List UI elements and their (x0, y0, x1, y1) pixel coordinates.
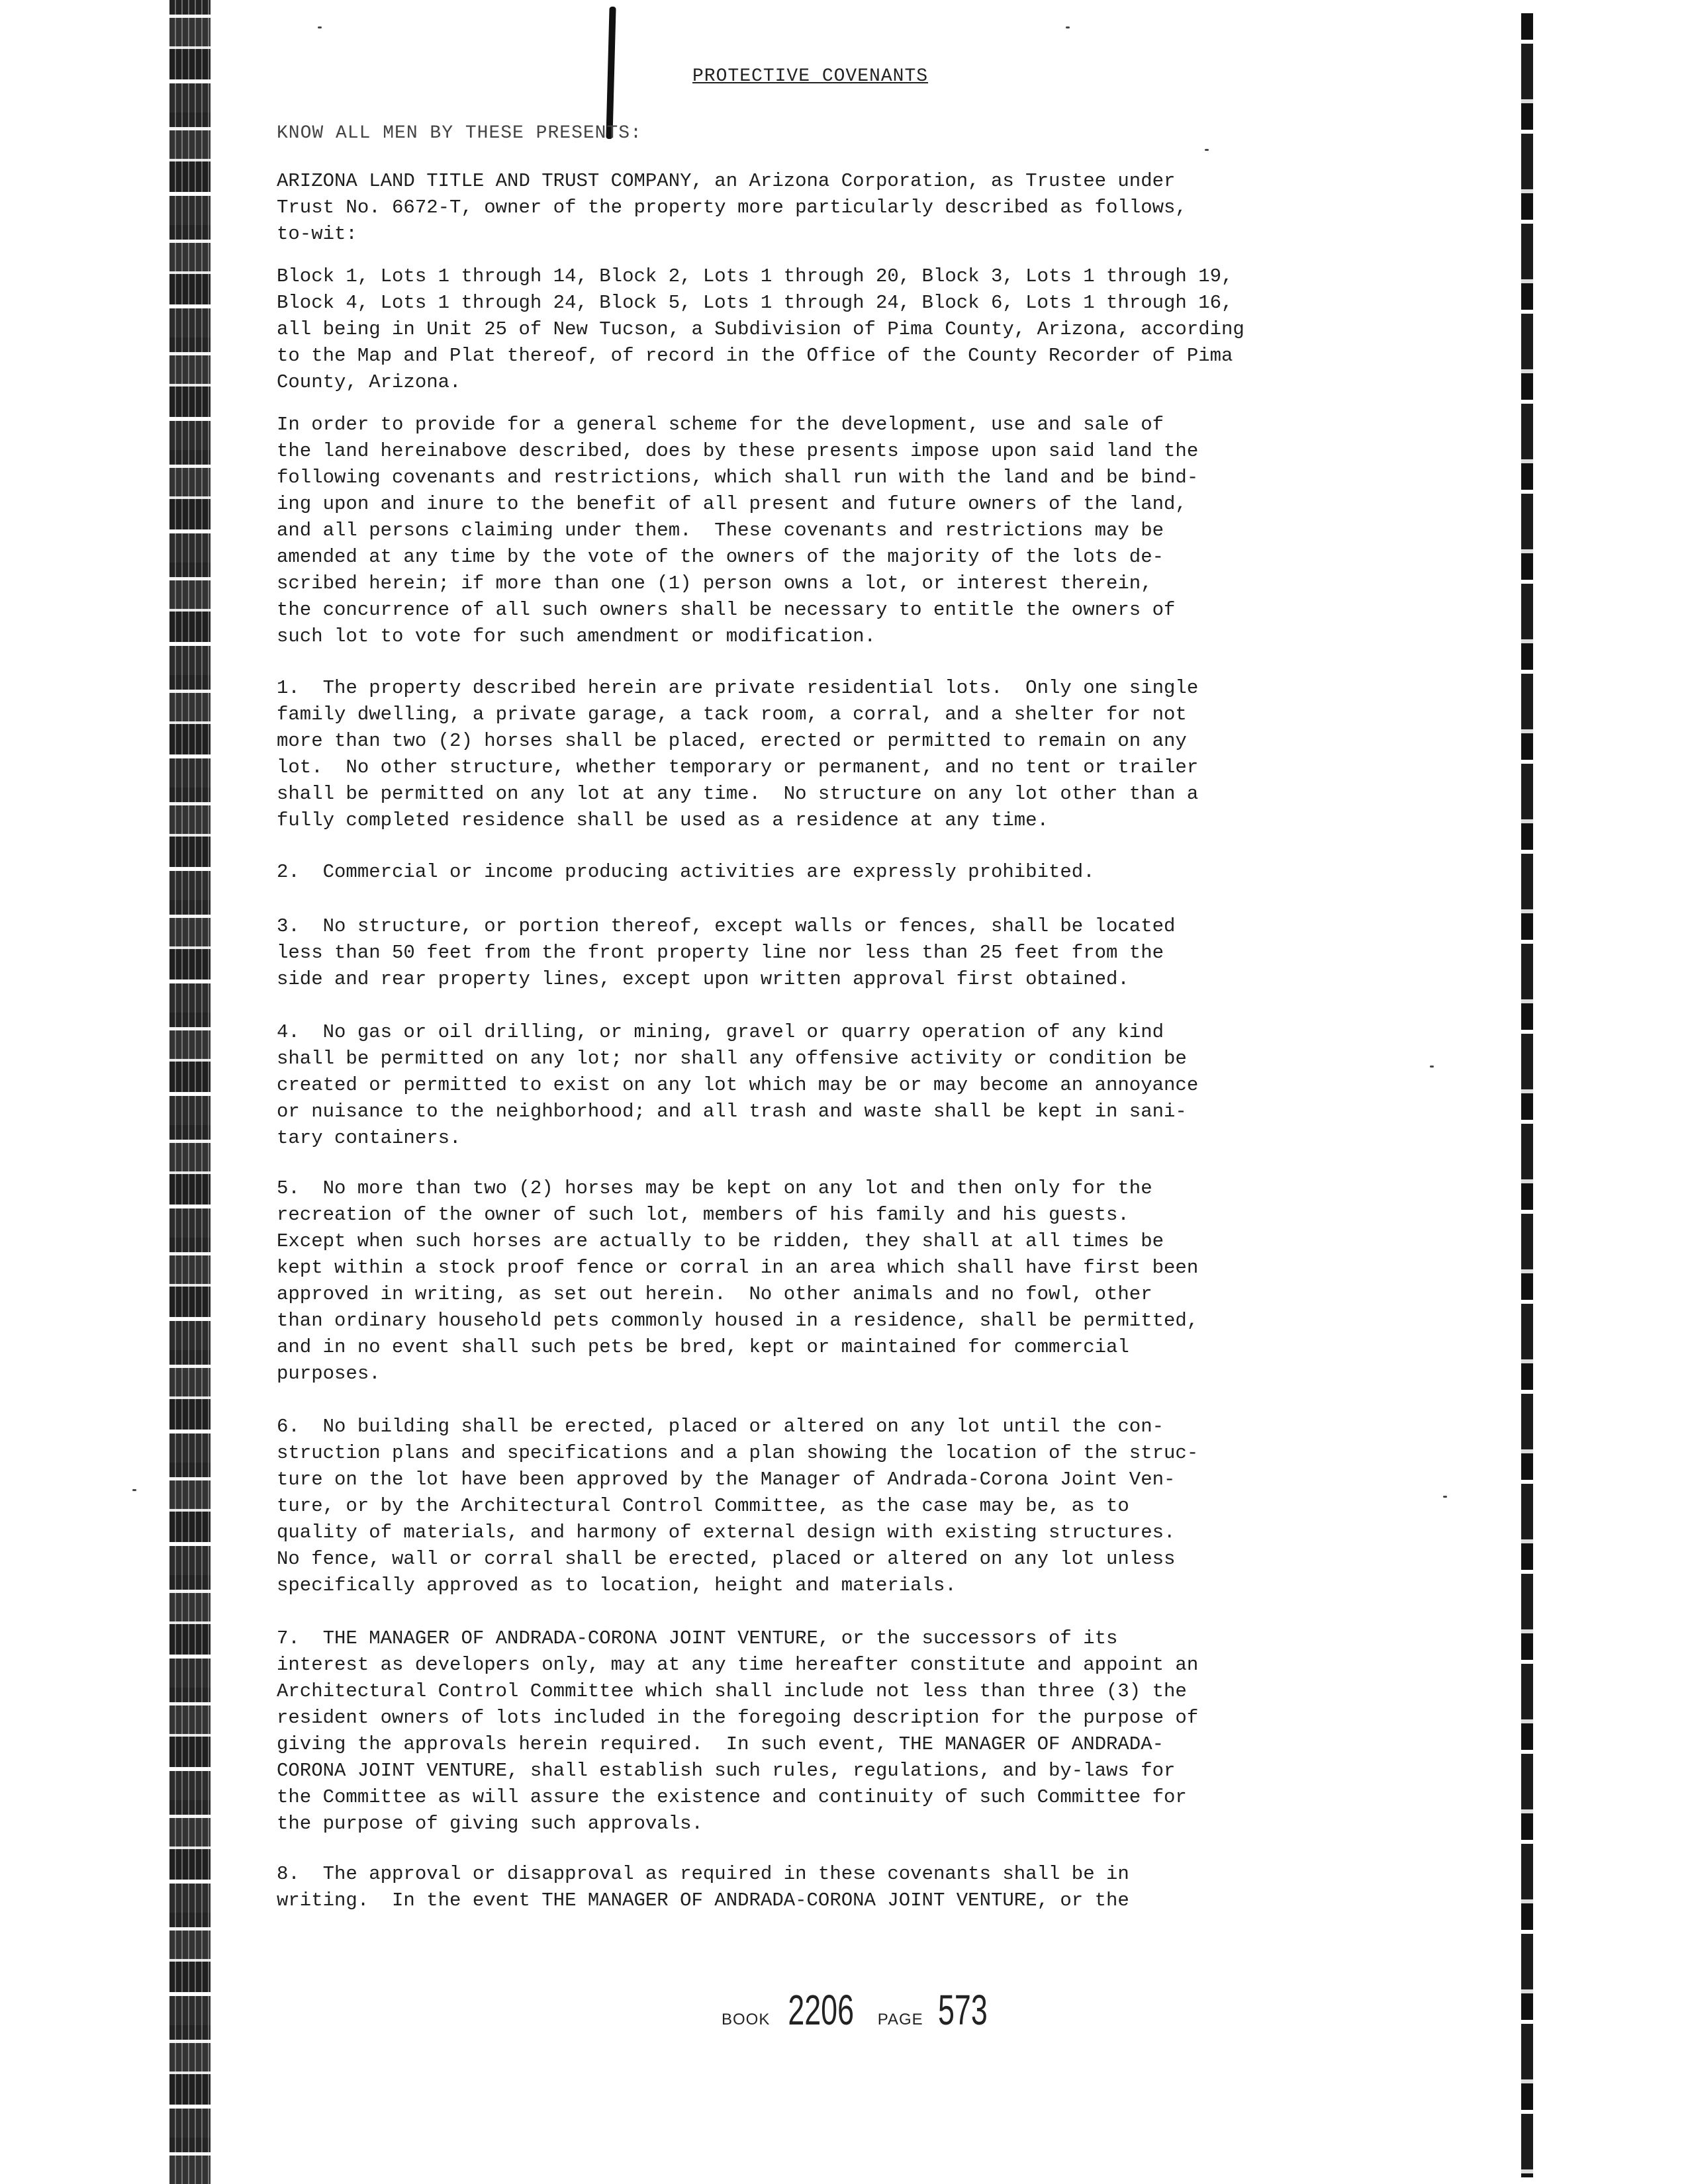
covenant-7: 7. THE MANAGER OF ANDRADA-CORONA JOINT VENTURE, or the successors of its interest as developers only, may at any time hereafter constitute and appoint an Architectural Control Committee which shall include not less than three (3) the resident owners of lots included in the foregoing description for the purpose of giving the approvals herein required. In such event, THE MANAGER OF ANDRADA- CORONA JOINT VENTURE, shall establish such rules, regulations, and by-laws for the Committee as will assure the existence and continuity of such Committee for the purpose of giving such approvals. (277, 1627, 1199, 1835)
book-page-stamp (722, 1985, 1007, 2034)
intro-paragraph: In order to provide for a general scheme for the development, use and sale of the land hereinabove described, does by these presents impose upon said land the following covenants and restrictions, which shall run with the land and be bind- ing upon and inure to the benefit of all present and future owners of the land, and all persons claiming under them. These covenants and restrictions may be amended at any time by the vote of the owners of the majority of the lots de- scribed herein; if more than one (1) person owns a lot, or interest therein, the concurrence of all such owners shall be necessary to entitle the owners of such lot to vote for such amendment or modification. (277, 414, 1199, 647)
scan-speck (318, 26, 322, 28)
covenant-3: 3. No structure, or portion thereof, except walls or fences, shall be located less than 50 feet from the front property line nor less than 25 feet from the side and rear property lines, except upon written approval first obtained. (277, 915, 1176, 990)
pen-mark (606, 7, 616, 139)
covenant-8: 8. The approval or disapproval as required in these covenants shall be in writing. In the event THE MANAGER OF ANDRADA-CORONA JOINT VENTURE, or the (277, 1863, 1129, 1911)
covenant-5: 5. No more than two (2) horses may be kept on any lot and then only for the recreation of the owner of such lot, members of his family and his guests. Except when such horses are actually to be ridden, they shall at all times be kept within a stock proof fence or corral in an area which shall have first been approved in writing, as set out herein. No other animals and no fowl, other than ordinary household pets commonly housed in a residence, shall be permitted, and in no event shall such pets be bred, kept or maintained for commercial purposes. (277, 1177, 1199, 1385)
lot-description-paragraph: Block 1, Lots 1 through 14, Block 2, Lots 1 through 20, Block 3, Lots 1 through 19, Block 4, Lots 1 through 24, Block 5, Lots 1 through 24, Block 6, Lots 1 through 16, all being in Unit 25 of New Tucson, a Subdivision of Pima County, Arizona, according to the Map and Plat thereof, of record in the Office of the County Recorder of Pima County, Arizona. (277, 265, 1244, 393)
salutation: KNOW ALL MEN BY THESE PRESENTS: (277, 123, 642, 144)
book-label: BOOK (722, 2011, 771, 2028)
scan-speck (132, 1489, 136, 1491)
covenant-6: 6. No building shall be erected, placed or altered on any lot until the con- struction plans and specifications and a plan showing the location of the struc- ture on the lot have been approved by the Manager of Andrada-Corona Joint Ven- ture, or by the Architectural Control Committee, as the case may be, as to quality of materials, and harmony of external design with existing structures. No fence, wall or corral shall be erected, placed or altered on any lot unless specifically approved as to location, height and materials. (277, 1416, 1199, 1596)
grantor-paragraph: ARIZONA LAND TITLE AND TRUST COMPANY, an Arizona Corporation, as Trustee under Trust No. 6672-T, owner of the property more particularly described as follows, to-wit: (277, 170, 1187, 245)
scan-speck (1066, 26, 1070, 28)
covenant-1: 1. The property described herein are private residential lots. Only one single family dwelling, a private garage, a tack room, a corral, and a shelter for not more than two (2) horses shall be placed, erected or permitted to remain on any lot. No other structure, whether temporary or permanent, and no tent or trailer shall be permitted on any lot at any time. No structure on any lot other than a fully completed residence shall be used as a residence at any time. (277, 677, 1199, 831)
book-number: 2206 (788, 1986, 855, 2034)
right-edge-strip (1521, 13, 1533, 2177)
page-label: PAGE (877, 2011, 923, 2028)
left-binding-strip (169, 0, 211, 2184)
covenant-4: 4. No gas or oil drilling, or mining, gravel or quarry operation of any kind shall be permitted on any lot; nor shall any offensive activity or condition be created or permitted to exist on any lot which may be or may become an annoyance or nuisance to the neighborhood; and all trash and waste shall be kept in sani- tary containers. (277, 1021, 1199, 1149)
covenant-2: 2. Commercial or income producing activities are expressly prohibited. (277, 861, 1095, 883)
scan-speck (1205, 149, 1209, 151)
document-title: PROTECTIVE COVENANTS (692, 66, 929, 87)
page-number: 573 (937, 1986, 988, 2034)
